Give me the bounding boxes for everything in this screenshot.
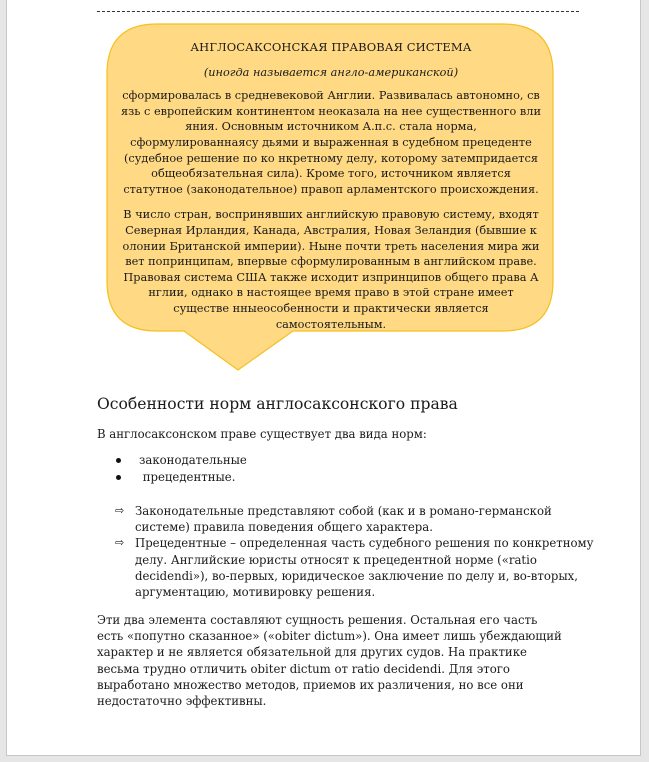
conclusion-paragraph: Эти два элемента составляют сущность решения. Остальная его часть есть «попутно сказанное» («obiter dictum»). Она имеет лишь убеждающий характер и не является обязательной для других судов. На практике весьма трудно отличить obiter dictum от ratio decidendi. Для этого выработано множество методов, приемов их различения, но все они недостаточно эффективны. (97, 613, 562, 709)
section-heading: Особенности норм англосаксонского права (97, 395, 458, 413)
callout-paragraph: В число стран, воспринявших английскую правовую систему, входят Северная Ирландия, Канада, Австралия, Новая Зеландия (бывшие к олонии Британской империи). Ныне почти треть населения мира жи вет попринципам, впервые сформулированным в английском праве. Правовая система США также исходит изпринципов общего права А нглии, однако в настоящее время право в этой стране имеет существе нныеособенности и практически является самостоятельным. (122, 208, 540, 331)
list-item (115, 452, 247, 469)
callout-paragraph: сформировалась в средневековой Англии. Развивалась автономно, св язь с европейским континентом неоказала на нее существенного вли яния. Основным источником А.п.с. стала норма, сформулированнаясу дьями и выраженная в судебном прецеденте (судебное решение по ко нкретному делу, которому затемпридается общеобязательная сила). Кроме того, источником является статутное (законодательное) правоп арламентского происхождения. (121, 89, 541, 196)
intro-paragraph: В англосаксонском праве существует два вида норм: (97, 427, 427, 441)
callout-box (120, 40, 542, 342)
arrow-right-icon: ⇨ (115, 504, 125, 517)
bullet-icon (116, 475, 121, 480)
callout-title: АНГЛОСАКСОНСКАЯ ПРАВОВАЯ СИСТЕМА (190, 40, 472, 54)
list-item (115, 535, 595, 600)
arrow-right-icon: ⇨ (115, 536, 125, 550)
arrow-list (115, 503, 595, 600)
list-item (115, 503, 595, 535)
list-item-text: Законодательные представляют собой (как и в романо-германской системе) правила поведения общего характера. (135, 504, 552, 535)
list-item-text: Прецедентные – определенная часть судебного решения по конкретному делу. Английские юристы относят к прецедентной норме («ratio decidendi»), во-первых, юридическое заключение по делу и, во-вторых, аргументацию, мотивировку решения. (135, 536, 594, 600)
list-item-text: законодательные (139, 453, 247, 467)
list-item (115, 469, 247, 486)
bullet-list (115, 452, 247, 485)
list-item-text: прецедентные. (139, 469, 236, 484)
callout-subtitle: (иногда называется англо-американской) (203, 65, 459, 79)
bullet-icon (116, 458, 121, 463)
